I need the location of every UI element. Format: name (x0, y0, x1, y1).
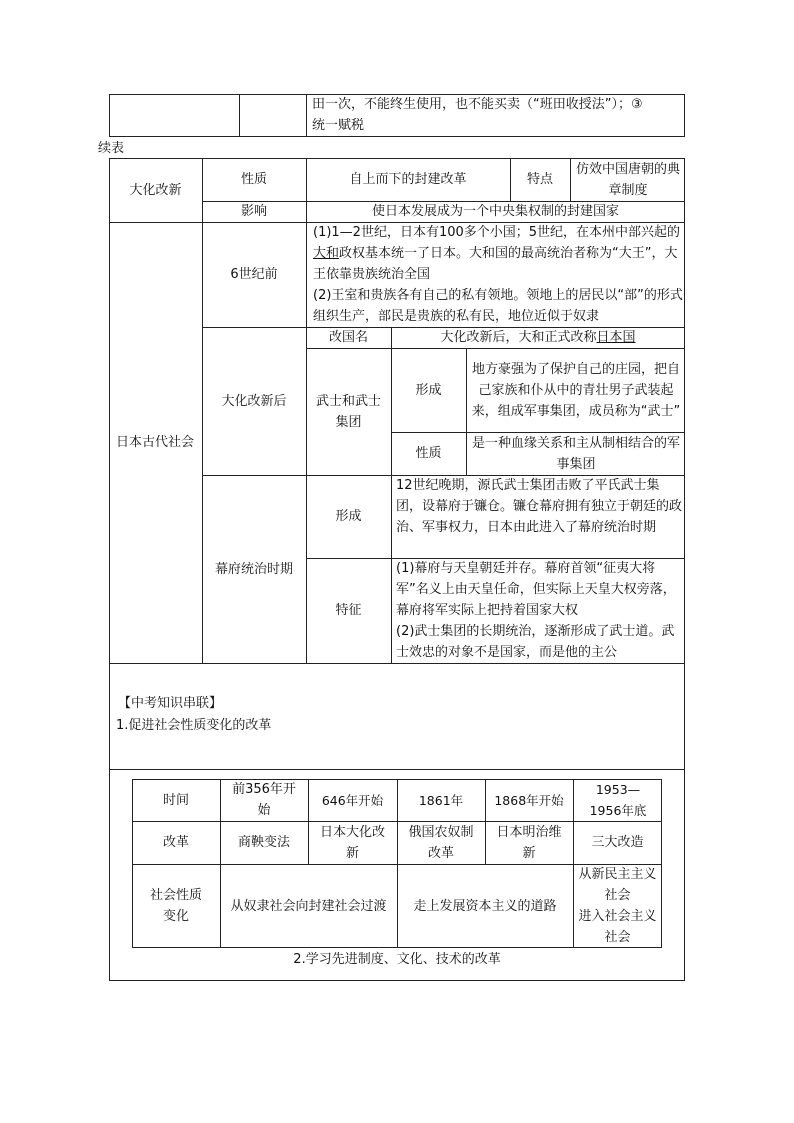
rename-value: 大化改新后，大和正式改称 日本国 (440, 330, 636, 345)
change-row-label: 社会性质变化 (149, 888, 202, 924)
rename-label: 改国名 (328, 330, 368, 345)
change-cell-capitalism: 走上发展资本主义的道路 (413, 898, 557, 914)
reform-row-label: 改革 (162, 835, 189, 850)
taika-reform-label: 大化改新 (129, 182, 182, 198)
samurai-form-label: 形成 (415, 382, 442, 398)
top-table-divider (306, 94, 307, 137)
samurai-form-value: 地方豪强为了保护自己的庄园，把自己家族和仆从中的青壮男子武装起来，组成军事集团，成员称为“武士” (471, 361, 681, 419)
row-divider (109, 769, 685, 770)
time-cell: 1861年 (418, 792, 464, 808)
ancient-japan-label: 日本古代社会 (115, 435, 194, 450)
before-6th-century-label: 6世纪前 (230, 267, 278, 282)
top-table-divider (239, 94, 240, 137)
reform-cell: 商鞅变法 (237, 835, 290, 850)
samurai-nature-value: 是一种血缘关系和主从制相结合的军事集团 (471, 435, 680, 472)
taika-nature-label: 性质 (240, 172, 267, 187)
land-tax-text-line2: 统一赋税 (312, 118, 365, 133)
shogunate-form-label: 形成 (335, 509, 362, 524)
time-row-label: 时间 (162, 792, 189, 808)
taika-impact-value: 使日本发展成为一个中央集权制的封建国家 (371, 204, 619, 219)
continued-label: 续表 (98, 141, 125, 156)
change-cell-feudal: 从奴隶社会向封建社会过渡 (230, 898, 387, 914)
taika-impact-label: 影响 (240, 204, 267, 219)
time-cell: 1868年开始 (494, 792, 564, 808)
before-6th-century-text-2: (2)王室和贵族各有自己的私有领地。领地上的居民以“部”的形式组织生产，部民是贵族的私有民，地位近似于奴隶 (313, 288, 683, 324)
shogunate-feature-text-2: (2)武士集团的长期统治，逐渐形成了武士道。武士效忠的对象不是国家，而是他的主公 (396, 624, 675, 660)
reform-cell: 日本大化改新 (319, 824, 385, 861)
taika-feature-value: 仿效中国唐朝的典章制度 (575, 161, 680, 198)
before-6th-century-text-1: (1)1—2世纪，日本有100多个小国；5世纪，在本州中部兴起的大和政权基本统一了日本。大和国的最高统治者称为“大王”，大王依靠贵族统治全国 (313, 225, 681, 282)
land-tax-text-line1: 田一次，不能终生使用，也不能买卖（“班田收授法”）；③ (312, 97, 643, 112)
samurai-group-label: 武士和武士集团 (315, 393, 381, 430)
shogunate-feature-text-1: (1)幕府与天皇朝廷并存。幕府首领“征夷大将军”名义上由天皇任命，但实际上天皇大权旁落，幕府将军实际上把持着国家大权 (396, 561, 676, 618)
samurai-nature-label: 性质 (415, 446, 442, 461)
knowledge-item-1: 1.促进社会性质变化的改革 (116, 718, 272, 733)
row-divider (109, 663, 685, 664)
after-taika-label: 大化改新后 (221, 393, 287, 409)
knowledge-heading: 【中考知识串联】 (118, 696, 223, 711)
knowledge-item-2: 2.学习先进制度、文化、技术的改革 (293, 951, 501, 967)
shogunate-form-value: 12世纪晚期，源氏武士集团击败了平氏武士集团，设幕府于镰仓。镰仓幕府拥有独立于朝廷的政治、军事权力，日本由此进入了幕府统治时期 (396, 478, 683, 535)
reform-cell: 日本明治维新 (496, 824, 562, 861)
time-cell: 前356年开始 (232, 782, 296, 818)
time-cell: 1953—1956年底 (589, 782, 647, 818)
col-divider (466, 348, 467, 475)
reform-cell: 俄国农奴制改革 (408, 824, 474, 861)
time-cell: 646年开始 (321, 792, 384, 808)
shogunate-label: 幕府统治时期 (214, 561, 293, 577)
col-divider (570, 158, 571, 201)
reform-cell: 三大改造 (591, 835, 644, 850)
taika-nature-value: 自上而下的封建改革 (349, 172, 467, 187)
taika-feature-label: 特点 (526, 172, 553, 187)
change-cell-socialism: 从新民主主义社会 进入社会主义社会 (578, 867, 657, 945)
shogunate-feature-label: 特征 (335, 603, 362, 618)
col-divider (391, 475, 392, 663)
